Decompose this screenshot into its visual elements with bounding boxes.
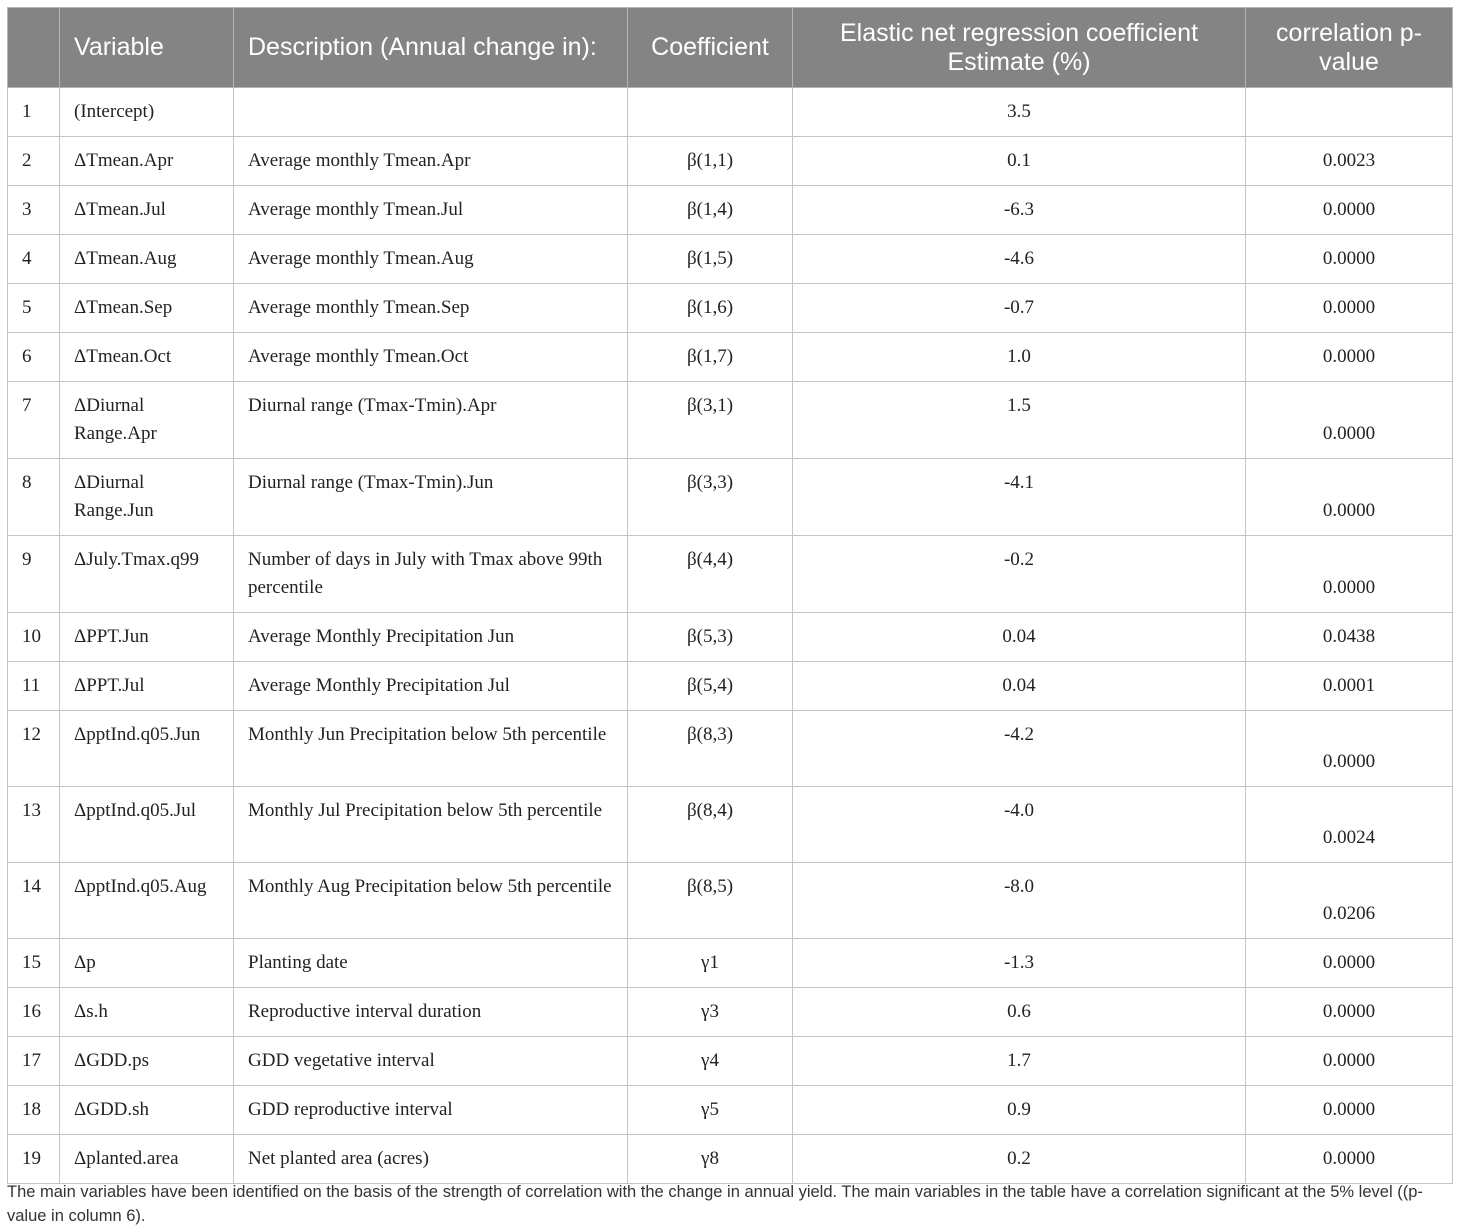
description-cell: Planting date: [234, 939, 628, 988]
variable-cell: ΔpptInd.q05.Jun: [60, 711, 234, 787]
pvalue-cell: 0.0206: [1246, 863, 1453, 939]
description-cell: Monthly Jun Precipitation below 5th percentile: [234, 711, 628, 787]
variable-cell: ΔpptInd.q05.Aug: [60, 863, 234, 939]
estimate-cell: 3.5: [793, 88, 1246, 137]
row-number: 8: [8, 459, 60, 536]
table-row: [8, 1037, 1453, 1086]
row-number: 7: [8, 382, 60, 459]
coefficient-cell: β(1,7): [628, 333, 793, 382]
description-cell: Diurnal range (Tmax-Tmin).Apr: [234, 382, 628, 459]
coefficient-cell: β(1,5): [628, 235, 793, 284]
row-number: 11: [8, 662, 60, 711]
table-footnote: The main variables have been identified on the basis of the strength of correlation with the change in annual yield. The main variables in the table have a correlation significant at the 5% level ((p-value in column 6).: [7, 1183, 1423, 1225]
pvalue-cell: 0.0000: [1246, 711, 1453, 787]
table-row: [8, 333, 1453, 382]
description-cell: Average monthly Tmean.Apr: [234, 137, 628, 186]
table-row: [8, 459, 1453, 536]
description-cell: Average monthly Tmean.Jul: [234, 186, 628, 235]
pvalue-cell: 0.0000: [1246, 988, 1453, 1037]
coefficient-cell: β(8,3): [628, 711, 793, 787]
variable-cell: ΔPPT.Jun: [60, 613, 234, 662]
pvalue-cell: 0.0024: [1246, 787, 1453, 863]
variable-cell: ΔTmean.Sep: [60, 284, 234, 333]
table-row: [8, 863, 1453, 939]
description-cell: Net planted area (acres): [234, 1135, 628, 1184]
header-row-number: [8, 8, 60, 88]
row-number: 3: [8, 186, 60, 235]
variable-cell: ΔTmean.Jul: [60, 186, 234, 235]
pvalue-cell: [1246, 88, 1453, 137]
coefficient-cell: β(5,4): [628, 662, 793, 711]
coefficient-cell: β(8,4): [628, 787, 793, 863]
coefficient-cell: β(4,4): [628, 536, 793, 613]
table-row: [8, 711, 1453, 787]
coefficients-table: [7, 7, 1453, 1184]
coefficient-cell: β(1,6): [628, 284, 793, 333]
pvalue-cell: 0.0000: [1246, 333, 1453, 382]
header-estimate: Elastic net regression coefficient Estimate (%): [793, 8, 1246, 88]
row-number: 1: [8, 88, 60, 137]
row-number: 6: [8, 333, 60, 382]
description-cell: Average monthly Tmean.Oct: [234, 333, 628, 382]
description-cell: Monthly Jul Precipitation below 5th percentile: [234, 787, 628, 863]
table-row: [8, 88, 1453, 137]
coefficient-cell: β(8,5): [628, 863, 793, 939]
pvalue-cell: 0.0000: [1246, 536, 1453, 613]
row-number: 13: [8, 787, 60, 863]
pvalue-cell: 0.0438: [1246, 613, 1453, 662]
estimate-cell: 0.2: [793, 1135, 1246, 1184]
variable-cell: ΔJuly.Tmax.q99: [60, 536, 234, 613]
pvalue-cell: 0.0000: [1246, 186, 1453, 235]
pvalue-cell: 0.0000: [1246, 235, 1453, 284]
estimate-cell: 1.5: [793, 382, 1246, 459]
variable-cell: Δplanted.area: [60, 1135, 234, 1184]
pvalue-cell: 0.0001: [1246, 662, 1453, 711]
row-number: 10: [8, 613, 60, 662]
estimate-cell: -0.2: [793, 536, 1246, 613]
variable-cell: Δp: [60, 939, 234, 988]
estimate-cell: 1.7: [793, 1037, 1246, 1086]
description-cell: GDD reproductive interval: [234, 1086, 628, 1135]
row-number: 9: [8, 536, 60, 613]
table-row: [8, 1086, 1453, 1135]
table-row: [8, 235, 1453, 284]
row-number: 19: [8, 1135, 60, 1184]
coefficient-cell: γ1: [628, 939, 793, 988]
row-number: 17: [8, 1037, 60, 1086]
estimate-cell: 0.9: [793, 1086, 1246, 1135]
coefficient-cell: γ8: [628, 1135, 793, 1184]
table-row: [8, 186, 1453, 235]
pvalue-cell: 0.0023: [1246, 137, 1453, 186]
variable-cell: ΔPPT.Jul: [60, 662, 234, 711]
description-cell: Diurnal range (Tmax-Tmin).Jun: [234, 459, 628, 536]
coefficient-cell: β(1,4): [628, 186, 793, 235]
estimate-cell: -0.7: [793, 284, 1246, 333]
variable-cell: ΔDiurnal Range.Jun: [60, 459, 234, 536]
variable-cell: ΔGDD.ps: [60, 1037, 234, 1086]
description-cell: Number of days in July with Tmax above 99th percentile: [234, 536, 628, 613]
table-row: [8, 137, 1453, 186]
estimate-cell: -4.6: [793, 235, 1246, 284]
row-number: 16: [8, 988, 60, 1037]
table-row: [8, 613, 1453, 662]
pvalue-cell: 0.0000: [1246, 1037, 1453, 1086]
row-number: 14: [8, 863, 60, 939]
row-number: 18: [8, 1086, 60, 1135]
variable-cell: ΔDiurnal Range.Apr: [60, 382, 234, 459]
table-row: [8, 787, 1453, 863]
row-number: 5: [8, 284, 60, 333]
table-row: [8, 1135, 1453, 1184]
table-row: [8, 382, 1453, 459]
row-number: 4: [8, 235, 60, 284]
header-coefficient: Coefficient: [628, 8, 793, 88]
variable-cell: (Intercept): [60, 88, 234, 137]
estimate-cell: 1.0: [793, 333, 1246, 382]
coefficient-cell: β(3,1): [628, 382, 793, 459]
description-cell: Average Monthly Precipitation Jun: [234, 613, 628, 662]
coefficient-cell: γ5: [628, 1086, 793, 1135]
table-row: [8, 988, 1453, 1037]
coefficient-cell: β(1,1): [628, 137, 793, 186]
estimate-cell: 0.04: [793, 613, 1246, 662]
coefficient-cell: γ3: [628, 988, 793, 1037]
estimate-cell: -4.1: [793, 459, 1246, 536]
pvalue-cell: 0.0000: [1246, 1086, 1453, 1135]
description-cell: Average monthly Tmean.Aug: [234, 235, 628, 284]
description-cell: GDD vegetative interval: [234, 1037, 628, 1086]
pvalue-cell: 0.0000: [1246, 459, 1453, 536]
header-variable: Variable: [60, 8, 234, 88]
description-cell: Average monthly Tmean.Sep: [234, 284, 628, 333]
pvalue-cell: 0.0000: [1246, 939, 1453, 988]
variable-cell: ΔpptInd.q05.Jul: [60, 787, 234, 863]
estimate-cell: -8.0: [793, 863, 1246, 939]
description-cell: Average Monthly Precipitation Jul: [234, 662, 628, 711]
description-cell: [234, 88, 628, 137]
table-row: [8, 284, 1453, 333]
row-number: 2: [8, 137, 60, 186]
table-row: [8, 536, 1453, 613]
estimate-cell: 0.04: [793, 662, 1246, 711]
pvalue-cell: 0.0000: [1246, 382, 1453, 459]
description-cell: Reproductive interval duration: [234, 988, 628, 1037]
variable-cell: ΔTmean.Aug: [60, 235, 234, 284]
row-number: 12: [8, 711, 60, 787]
estimate-cell: 0.6: [793, 988, 1246, 1037]
estimate-cell: -6.3: [793, 186, 1246, 235]
header-description: Description (Annual change in):: [234, 8, 628, 88]
variable-cell: ΔTmean.Oct: [60, 333, 234, 382]
estimate-cell: -4.2: [793, 711, 1246, 787]
coefficient-cell: γ4: [628, 1037, 793, 1086]
estimate-cell: -1.3: [793, 939, 1246, 988]
estimate-cell: -4.0: [793, 787, 1246, 863]
estimate-cell: 0.1: [793, 137, 1246, 186]
table-row: [8, 662, 1453, 711]
coefficients-table-container: [7, 7, 1452, 1184]
coefficient-cell: β(3,3): [628, 459, 793, 536]
pvalue-cell: 0.0000: [1246, 1135, 1453, 1184]
pvalue-cell: 0.0000: [1246, 284, 1453, 333]
description-cell: Monthly Aug Precipitation below 5th percentile: [234, 863, 628, 939]
header-pvalue: correlation p-value: [1246, 8, 1453, 88]
variable-cell: ΔTmean.Apr: [60, 137, 234, 186]
coefficient-cell: β(5,3): [628, 613, 793, 662]
table-row: [8, 939, 1453, 988]
table-header-row: [8, 8, 1453, 88]
row-number: 15: [8, 939, 60, 988]
coefficient-cell: [628, 88, 793, 137]
variable-cell: Δs.h: [60, 988, 234, 1037]
variable-cell: ΔGDD.sh: [60, 1086, 234, 1135]
